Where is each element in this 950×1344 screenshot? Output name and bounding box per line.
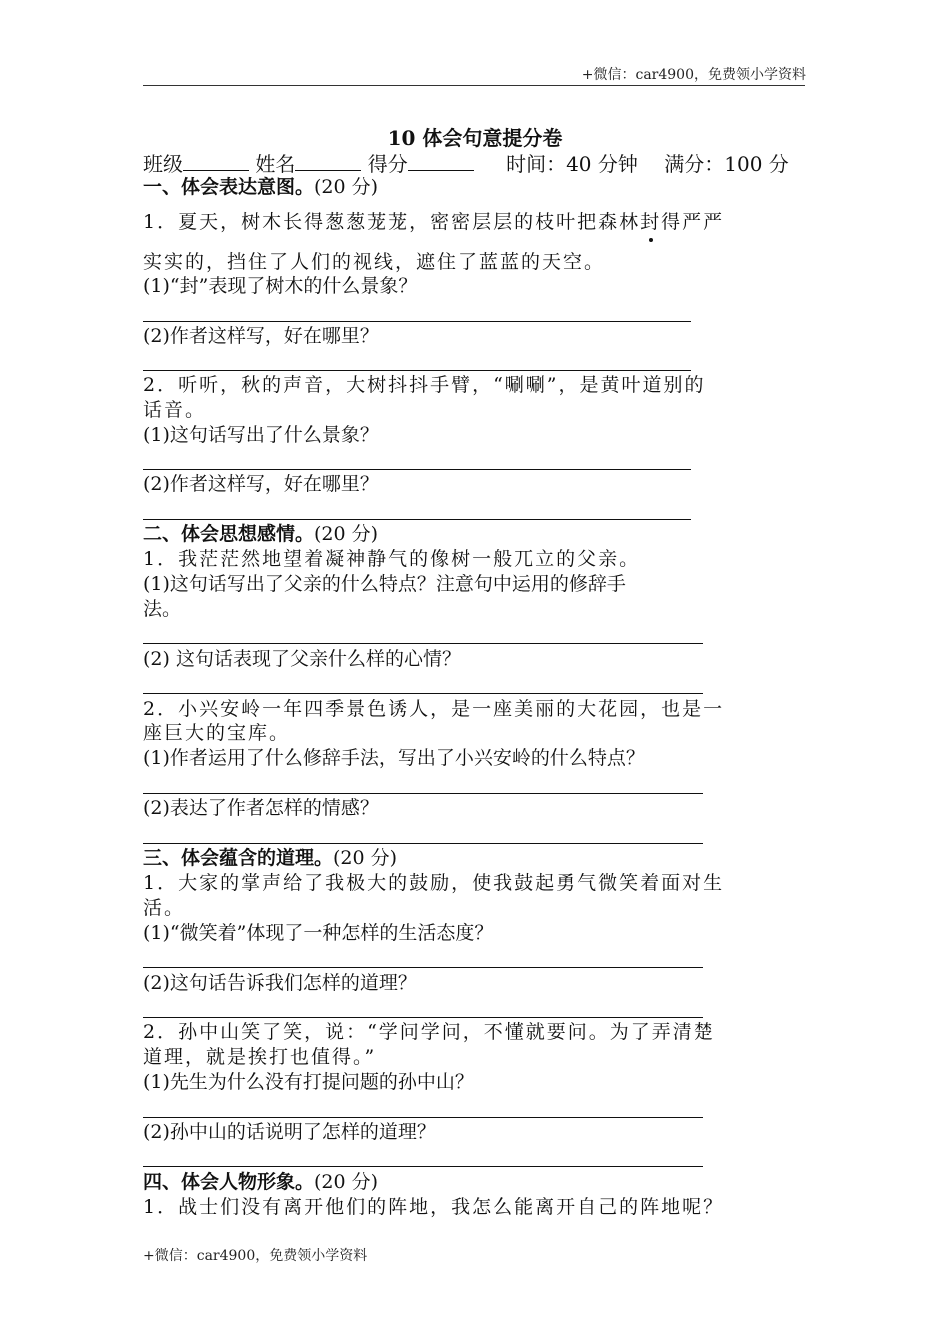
answer-line[interactable] bbox=[143, 793, 703, 794]
s3-q2-line2: 道理，就是挨打也值得。” bbox=[143, 1046, 377, 1068]
s2-q1-sub1-a: (1)这句话写出了父亲的什么特点？注意句中运用的修辞手 bbox=[143, 573, 626, 595]
s2-q1-sub2: (2) 这句话表现了父亲什么样的心情？ bbox=[143, 648, 461, 670]
section-heading-3: 三、体会蕴含的道理。(20 分) bbox=[143, 847, 398, 869]
answer-line[interactable] bbox=[143, 843, 703, 844]
s2-q2-line2: 座巨大的宝库。 bbox=[143, 722, 291, 744]
section-heading-4: 四、体会人物形象。(20 分) bbox=[143, 1171, 379, 1193]
s3-q2-line1: 2．孙中山笑了笑，说：“学问学问，不懂就要问。为了弄清楚 bbox=[143, 1021, 715, 1043]
answer-line[interactable] bbox=[143, 1166, 703, 1167]
s1-q2-sub1: (1)这句话写出了什么景象？ bbox=[143, 424, 379, 446]
answer-line[interactable] bbox=[143, 1017, 703, 1018]
s3-q1-sub2: (2)这句话告诉我们怎样的道理？ bbox=[143, 972, 417, 994]
score-blank[interactable] bbox=[408, 148, 474, 171]
s2-q1-line1: 1．我茫茫然地望着凝神静气的像树一般兀立的父亲。 bbox=[143, 548, 641, 570]
class-label: 班级 bbox=[143, 152, 183, 176]
s1-q2-line2: 话音。 bbox=[143, 399, 207, 421]
name-label: 姓名 bbox=[255, 152, 296, 176]
s1-q1-sub1: (1)“封”表现了树木的什么景象？ bbox=[143, 275, 418, 297]
page-title: 10 体会句意提分卷 bbox=[387, 126, 563, 150]
answer-line[interactable] bbox=[143, 469, 691, 470]
answer-line[interactable] bbox=[143, 370, 691, 371]
s1-q1-line1: 1．夏天，树木长得葱葱茏茏，密密层层的枝叶把森林封得严严 bbox=[143, 211, 725, 233]
s1-q2-sub2: (2)作者这样写，好在哪里？ bbox=[143, 473, 379, 495]
answer-line[interactable] bbox=[143, 967, 703, 968]
s1-q1-line2: 实实的，挡住了人们的视线，遮住了蓝蓝的天空。 bbox=[143, 251, 606, 273]
answer-line[interactable] bbox=[143, 519, 691, 520]
time-limit: 时间：40 分钟 bbox=[506, 152, 638, 176]
class-blank[interactable] bbox=[183, 148, 249, 171]
s2-q2-sub1: (1)作者运用了什么修辞手法，写出了小兴安岭的什么特点？ bbox=[143, 747, 645, 769]
s2-q2-sub2: (2)表达了作者怎样的情感？ bbox=[143, 797, 379, 819]
answer-line[interactable] bbox=[143, 321, 691, 322]
header-watermark: +微信：car4900，免费领小学资料 bbox=[581, 67, 806, 83]
footer-watermark: +微信：car4900，免费领小学资料 bbox=[143, 1248, 368, 1264]
s3-q2-sub2: (2)孙中山的话说明了怎样的道理？ bbox=[143, 1121, 436, 1143]
exam-info-row bbox=[143, 148, 789, 177]
answer-line[interactable] bbox=[143, 693, 703, 694]
full-score: 满分：100 分 bbox=[664, 152, 789, 176]
s2-q2-line1: 2．小兴安岭一年四季景色诱人，是一座美丽的大花园，也是一 bbox=[143, 698, 725, 720]
header-rule bbox=[143, 85, 805, 86]
answer-line[interactable] bbox=[143, 643, 703, 644]
section-heading-2: 二、体会思想感情。(20 分) bbox=[143, 523, 379, 545]
s3-q2-sub1: (1)先生为什么没有打提问题的孙中山？ bbox=[143, 1071, 474, 1093]
name-blank[interactable] bbox=[295, 148, 361, 171]
s3-q1-line1: 1．大家的掌声给了我极大的鼓励，使我鼓起勇气微笑着面对生 bbox=[143, 872, 725, 894]
s3-q1-line2: 活。 bbox=[143, 897, 186, 919]
s1-q1-sub2: (2)作者这样写，好在哪里？ bbox=[143, 325, 379, 347]
emphasis-char: 封 bbox=[640, 211, 662, 233]
s3-q1-sub1: (1)“微笑着”体现了一种怎样的生活态度？ bbox=[143, 922, 494, 944]
score-label: 得分 bbox=[367, 152, 408, 176]
s1-q2-line1: 2．听听，秋的声音，大树抖抖手臂，“唰唰”，是黄叶道别的 bbox=[143, 374, 706, 396]
s2-q1-sub1-b: 法。 bbox=[143, 598, 182, 620]
section-heading-1: 一、体会表达意图。(20 分) bbox=[143, 176, 379, 198]
answer-line[interactable] bbox=[143, 1117, 703, 1118]
s4-q1-line1: 1．战士们没有离开他们的阵地，我怎么能离开自己的阵地呢？ bbox=[143, 1196, 725, 1218]
